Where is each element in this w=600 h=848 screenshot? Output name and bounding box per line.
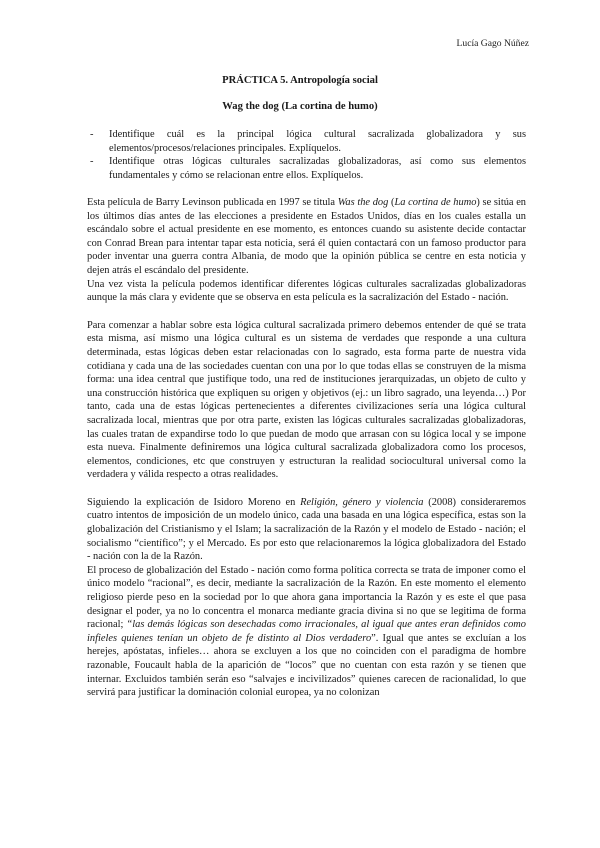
paragraph-logics: Una vez vista la película podemos identificar diferentes lógicas culturales sacralizadas globalizadoras aunque la más clara y evidente que se observa en esta película es la sacralización del Estado - nación. [87,278,526,304]
question-list [87,128,526,182]
question-item [87,155,526,182]
book-title: Religión, género y violencia [300,496,424,508]
paragraph-state-nation: El proceso de globalización del Estado - nación como forma política correcta se trata de imponer como el único modelo “racional”, es decir, mediante la sacralización de la Razón. En este momento el elemento religioso pierde peso en la sociedad por lo que ahora gana importancia la Razón y es este el que pasa designar el poder, ya no lo concentra el monarca mediante gracia divina si no que se legitima de forma racional; “las demás lógicas son desechadas como irracionales, al igual que antes eran definidos como infieles quienes tenían un objeto de fe distinto al Dios verdadero”. Igual que antes se excluían a los herejes, apóstatas, infieles… ahora se excluyen a los que no coinciden con el paradigma de hombre razonable, Foucault habla de la aparición de “locos” que no cuentan con esta razón y se tienen que internar. Excluidos también serán eso “salvajes e incivilizados” quienes carecen de racionalidad, lo que servirá para justificar la dominación colonial europea, ya no colonizan [87,564,527,699]
film-title-spanish: La cortina de humo [394,197,477,208]
film-title: Wag the dog (La cortina de humo) [222,101,378,112]
paragraph-definition: Para comenzar a hablar sobre esta lógica cultural sacralizada primero debemos entender de qué se trata esta misma, así mismo una lógica cultural es un sistema de verdades que responde a una cultura determinada, estas lógicas deben estar relacionadas con lo sagrado, esta forma parte de nuestra vida cotidiana y cada una de las sociedades cuentan con una por lo que todas ellas se construyen de la misma forma: una idea central que justifique todo, una red de instituciones jerarquizadas, un objeto de culto y una construcción histórica que expliquen su origen y objetivos (ej.: un libro sagrado, una leyenda…) Por tanto, cada una de estas lógicas pertenecientes a diferentes civilizaciones sería una lógica cultural sacralizada local, mientras que por otra parte, existen las lógicas culturales sacralizadas globalizadoras, las cuales tratan de expandirse todo lo que puedan de modo que arrasan con su lógica local y se impone esta nueva. Finalmente definiremos una lógica cultural sacralizada globalizadora como los procesos, elementos, condiciones, etc que construyen y estructuran la realidad sociocultural universal como la verdadera y válida respecto a otras realidades. [87,319,526,481]
essay-body [87,196,526,700]
question-text: Identifique otras lógicas culturales sacralizadas globalizadoras, así como sus elementos fundamentales y cómo se relacionan entre ellos. Explíquelos. [109,156,526,181]
question-text: Identifique cuál es la principal lógica cultural sacralizada globalizadora y sus elementos/procesos/relaciones principales. Explíquelos. [109,129,526,154]
bullet-dash-icon: - [90,156,94,168]
bullet-dash-icon: - [90,129,94,140]
author-name: Lucía Gago Núñez [456,38,529,49]
quotation: “las demás lógicas son desechadas como irracionales, al igual que antes eran definidos como infieles quienes tenían un objeto de fe distinto al Dios verdadero [87,619,526,644]
paragraph-moreno: Siguiendo la explicación de Isidoro Moreno en Religión, género y violencia (2008) consideraremos cuatro intentos de imposición de un modelo único, cada una basada en una lógica específica, estas son la globalización del Cristianismo y el Islam; la sacralización de la Razón y el modelo de Estado - nación; el socialismo “científico”; y el Mercado. Es por esto que relacionaremos la lógica globalizadora del Estado - nación con la de la Razón. [87,496,526,563]
practice-title: PRÁCTICA 5. Antropología social [222,75,378,86]
film-title-english: Was the dog [337,197,389,208]
paragraph-intro: Esta película de Barry Levinson publicada en 1997 se titula Was the dog (La cortina de humo) se sitúa en los últimos días antes de las elecciones a presidente en Estados Unidos, días en los cuales estalla un escándalo sobre el actual presidente en ese momento, es entonces cuando su asistente decide contactar con Conrad Brean para intentar tapar esta noticia, será él quien contactará con un famoso productor para poder inventar una guerra contra Albania, de modo que la opinión pública se centre en esta noticia y dejen atrás el escándalo del presidente. [87,197,526,276]
question-item [87,128,526,155]
